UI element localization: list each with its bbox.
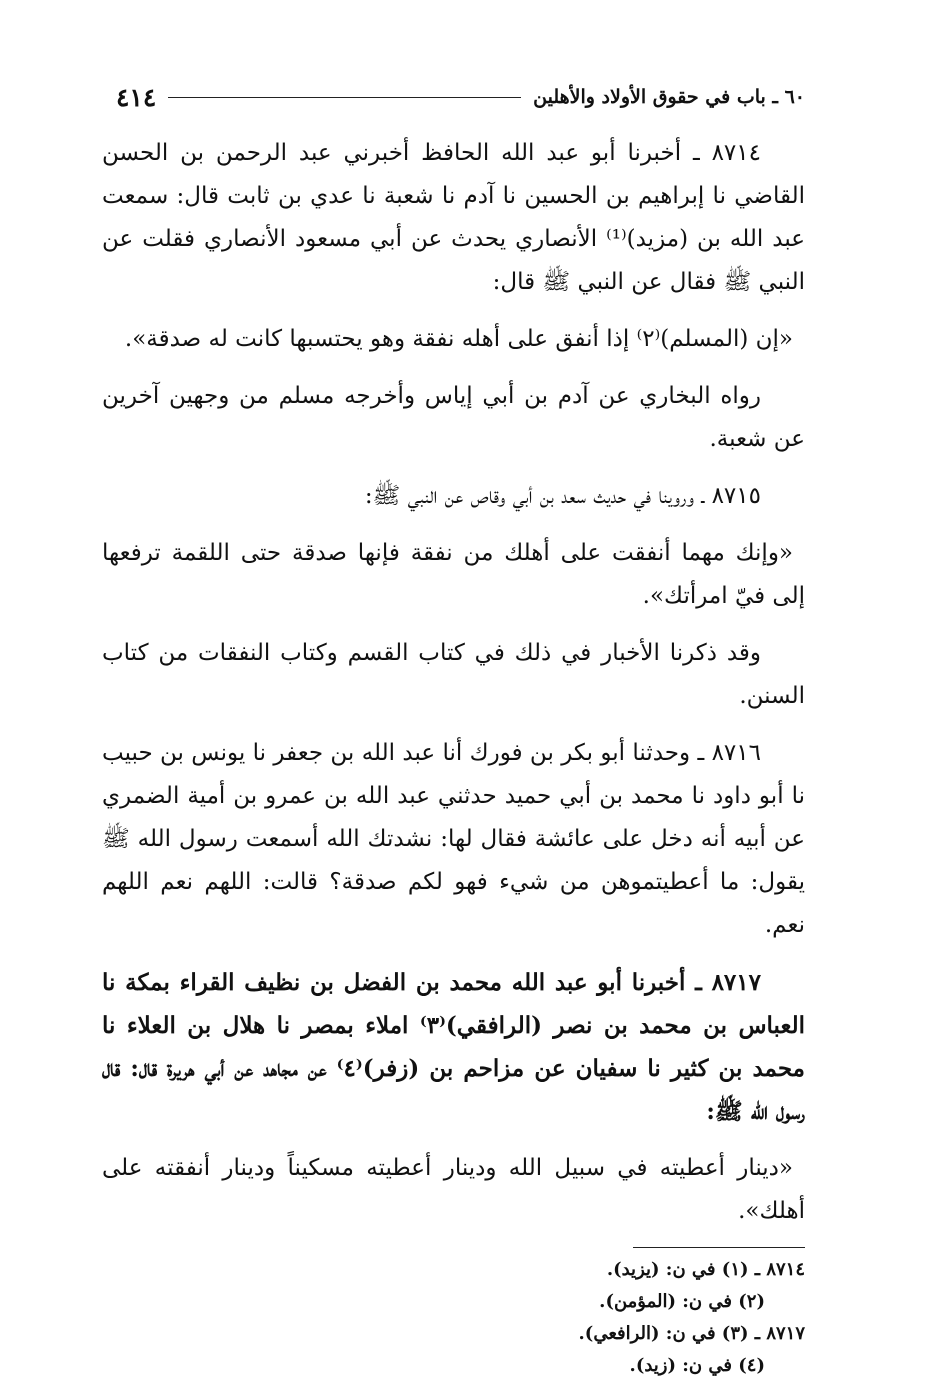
footnote: ٨٧١٤ ـ (١) في ن: (يزيد).: [606, 1259, 805, 1280]
footnotes: [102, 1254, 805, 1382]
main-text: [102, 132, 805, 1233]
footnote: ٨٧١٧ ـ (٣) في ن: (الرافعي).: [578, 1323, 805, 1344]
paragraph: ٨٧١٥ ـ وروينا في حديث سعد بن أبي وقاص عن النبي ﷺ:: [364, 483, 761, 509]
footnote: (٢) في ن: (المؤمن).: [599, 1291, 765, 1312]
footnote-separator: [633, 1247, 805, 1248]
paragraph: وقد ذكرنا الأخبار في ذلك في كتاب القسم وكتاب النفقات من كتاب السنن.: [102, 640, 805, 709]
footnote: (٤) في ن: (زيد).: [629, 1355, 765, 1376]
paragraph: ٨٧١٤ ـ أخبرنا أبو عبد الله الحافظ أخبرني عبد الرحمن بن الحسن القاضي نا إبراهيم بن الحسين نا آدم نا شعبة نا عدي بن ثابت قال: سمعت عبد الله بن (مزيد)⁽¹⁾ الأنصاري يحدث عن أبي مسعود الأنصاري فقلت عن النبي ﷺ فقال عن النبي ﷺ قال:: [102, 140, 805, 295]
paragraph: «وإنك مهما أنفقت على أهلك من نفقة فإنها صدقة حتى اللقمة ترفعها إلى فيّ امرأتك».: [102, 540, 805, 609]
page-header: [102, 78, 805, 116]
chapter-title: ٦٠ ـ باب في حقوق الأولاد والأهلين: [533, 86, 805, 108]
paragraph: ٨٧١٧ ـ أخبرنا أبو عبد الله محمد بن الفضل بن نظيف القراء بمكة نا العباس بن محمد بن نصر (الرافقي)⁽٣⁾ املاء بمصر نا هلال بن العلاء نا محمد بن كثير نا سفيان عن مزاحم بن (زفر)⁽٤⁾ عن مجاهد عن أبي هريرة قال: قال رسول الله ﷺ:: [102, 969, 806, 1125]
paragraph: «دينار أعطيته في سبيل الله ودينار أعطيته مسكيناً ودينار أنفقته على أهلك».: [102, 1155, 805, 1224]
page-number: ٤١٤: [116, 82, 157, 112]
header-rule: [168, 97, 521, 98]
paragraph: ٨٧١٦ ـ وحدثنا أبو بكر بن فورك أنا عبد الله بن جعفر نا يونس بن حبيب نا أبو داود نا محمد بن أبي حميد حدثني عبد الله بن عمرو بن أمية الضمري عن أبيه أنه دخل على عائشة فقال لها: نشدتك الله أسمعت رسول الله ﷺ يقول: ما أعطيتموهن من شيء فهو لكم صدقة؟ قالت: اللهم نعم اللهم نعم.: [102, 740, 805, 938]
paragraph: رواه البخاري عن آدم بن أبي إياس وأخرجه مسلم من وجهين آخرين عن شعبة.: [102, 383, 805, 452]
paragraph: «إن (المسلم)⁽٢⁾ إذا أنفق على أهله نفقة وهو يحتسبها كانت له صدقة».: [124, 326, 793, 352]
